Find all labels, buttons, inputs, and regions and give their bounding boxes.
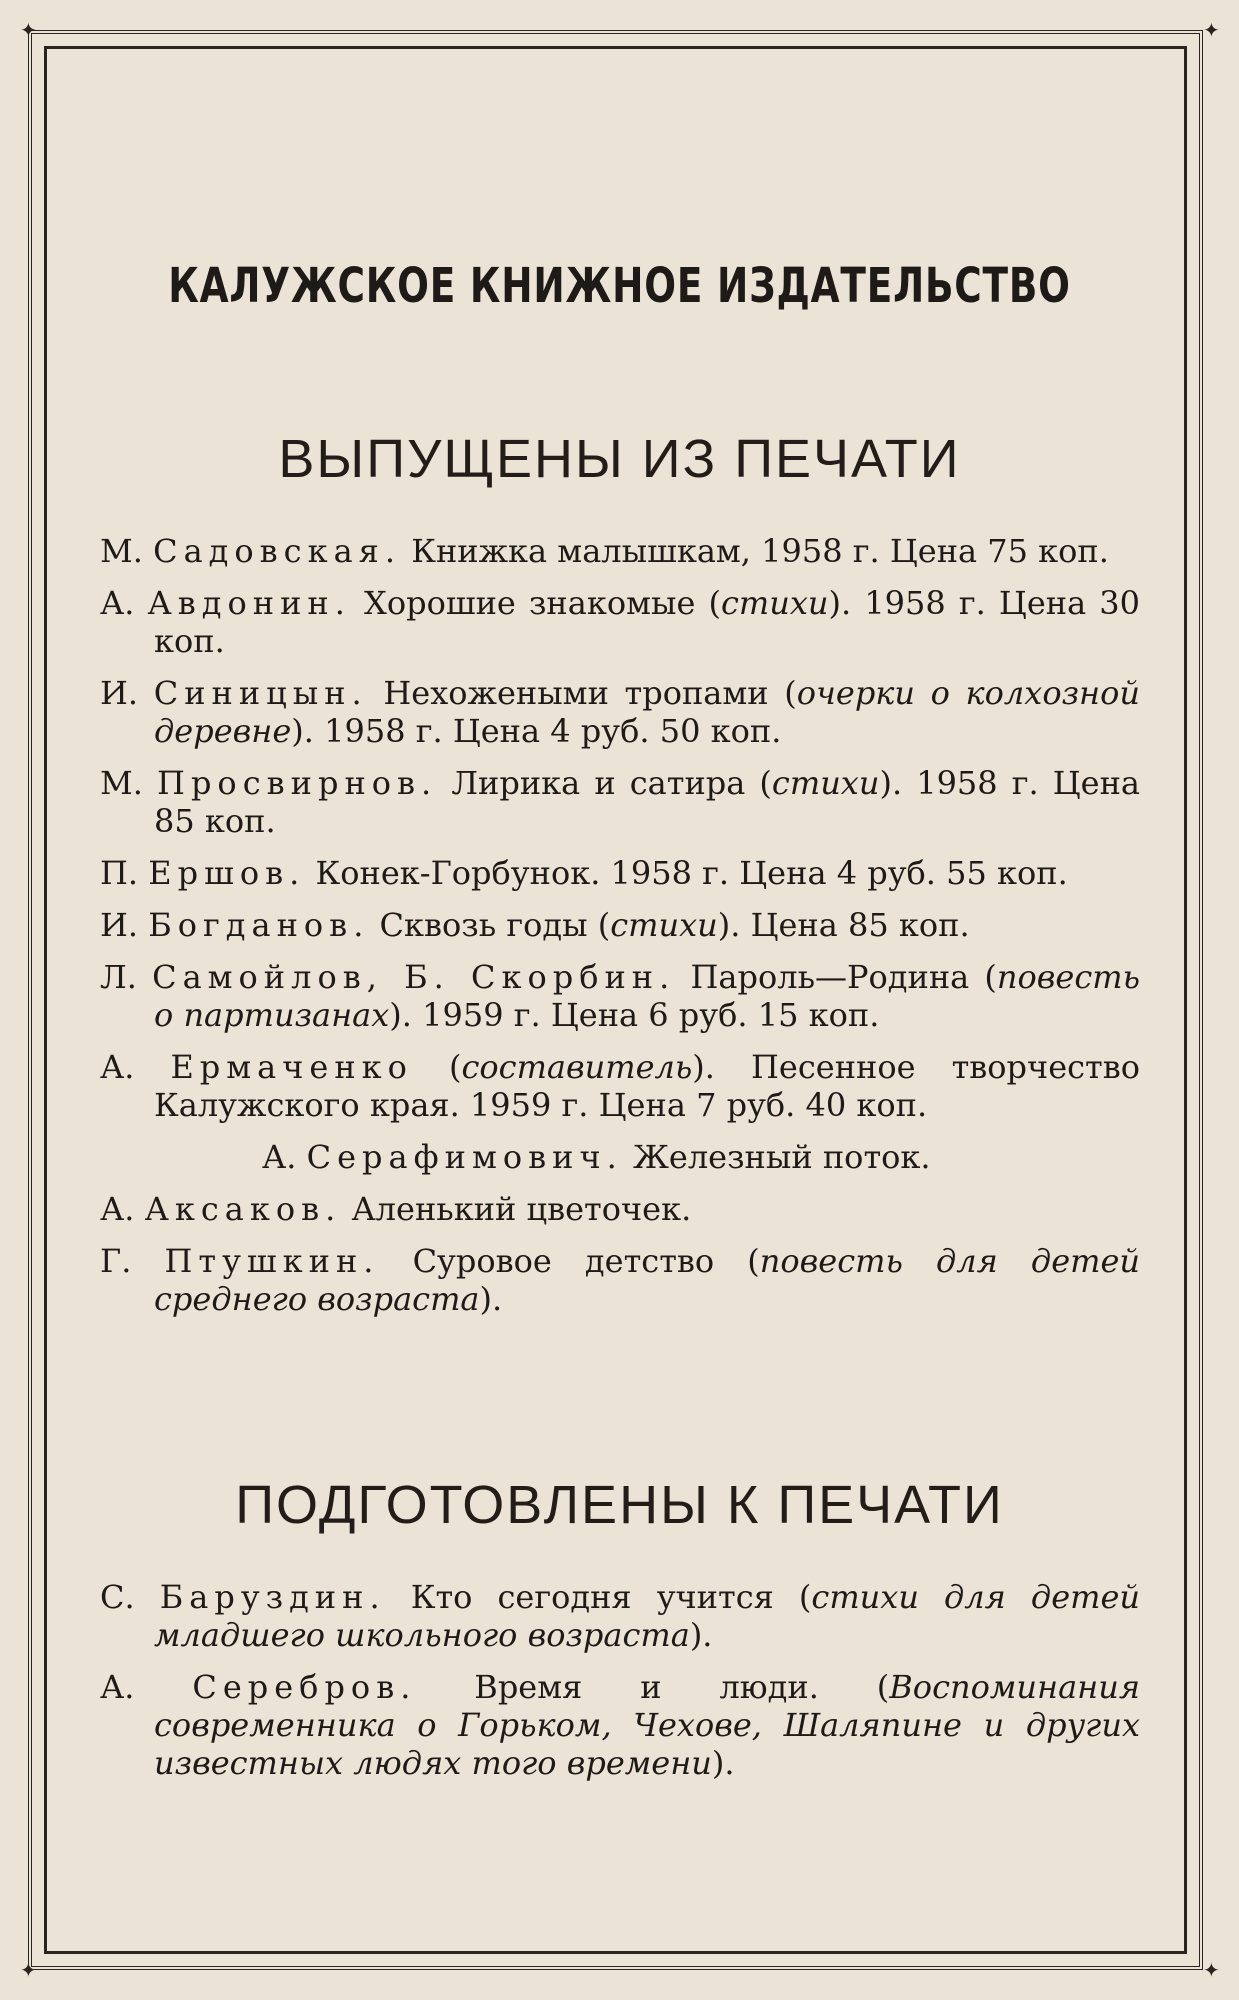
author-name: Серафимович. [306,1138,623,1176]
book-details: Цена 85 коп. [750,906,970,944]
corner-ornament-icon: ✦ [20,18,37,42]
book-entry: И. Богданов. Сквозь годы (стихи). Цена 85 коп. [100,906,970,944]
section-heading-prepared: ПОДГОТОВЛЕНЫ К ПЕЧАТИ [235,1475,1004,1535]
book-title: Конек-Горбунок. [315,854,601,892]
author-initial: Г. [100,1242,132,1280]
author-name: Ершов. [148,854,306,892]
author-name: Авдонин. [147,584,351,622]
book-title: Сквозь годы [379,906,588,944]
author-name: Аксаков. [144,1190,342,1228]
author-initial: Л. [100,958,137,996]
author-initial: И. [100,674,139,712]
book-details: 1959 г. Цена 7 руб. 40 коп. [469,1086,928,1124]
book-entry [100,1138,1140,1176]
book-title: Книжка малышкам, [411,532,751,570]
book-entry [100,532,1140,570]
book-note: стихи [610,906,718,944]
book-title: Песенное творчество Калужского края. [154,1048,1141,1124]
author-initial: И. [100,906,139,944]
corner-ornament-icon: ✦ [20,1958,37,1982]
author-initial: А. [100,1190,135,1228]
author-initial: М. [100,764,143,802]
author-name: Самойлов, Б. Скорбин. [152,958,676,996]
author-initial: А. [262,1138,297,1176]
book-entry: С. Баруздин. Кто сегодня учится (стихи для детей младшего школьного возраста). [100,1578,1141,1654]
book-details: 1958 г. Цена 85 коп. [154,764,1141,840]
author-name: Баруздин. [159,1578,386,1616]
book-details: 1959 г. Цена 6 руб. 15 коп. [422,996,880,1034]
book-entry [100,854,1140,892]
section-heading-released: ВЫПУЩЕНЫ ИЗ ПЕЧАТИ [278,429,961,489]
book-entry: Г. Птушкин. Суровое детство (повесть для детей среднего возраста). [100,1242,1141,1318]
prepared-books-list [100,1578,1140,1796]
book-note: Воспоминания современника о Горьком, Чехове, Шаляпине и других известных людях того времени [154,1668,1141,1782]
publisher-title: КАЛУЖСКОЕ КНИЖНОЕ ИЗДАТЕЛЬСТВО [168,258,1071,314]
book-entry [100,1190,1140,1228]
book-title: Железный поток. [632,1138,931,1176]
author-initial: П. [100,854,139,892]
book-title: Нехожеными тропами [383,674,769,712]
book-title: Аленький цветочек. [351,1190,692,1228]
book-entry: А. Авдонин. Хорошие знакомые (стихи). 1958 г. Цена 30 коп. [100,584,1141,660]
author-name: Синицын. [153,674,368,712]
book-title: Лирика и сатира [451,764,746,802]
book-note: очерки о колхозной деревне [154,674,1140,750]
book-note: стихи [721,584,829,622]
book-details: 1958 г. Цена 75 коп. [761,532,1109,570]
book-note: стихи [771,764,880,802]
book-title: Пароль—Родина [690,958,970,996]
book-details: 1958 г. Цена 30 коп. [154,584,1141,660]
author-initial: А. [100,1048,135,1086]
author-name: Серебров. [192,1668,417,1706]
book-entry: И. Синицын. Нехожеными тропами (очерки о колхозной деревне). 1958 г. Цена 4 руб. 50 коп. [100,674,1140,750]
book-note: составитель [461,1048,693,1086]
book-entry: М. Просвирнов. Лирика и сатира (стихи). 1958 г. Цена 85 коп. [100,764,1141,840]
book-note: стихи для детей младшего школьного возраста [154,1578,1141,1654]
author-name: Ермаченко [170,1048,413,1086]
book-entry: Л. Самойлов, Б. Скорбин. Пароль—Родина (повесть о партизанах). 1959 г. Цена 6 руб. 15 коп. [100,958,1141,1034]
book-title: Хорошие знакомые [364,584,696,622]
author-initial: А. [100,1668,135,1706]
book-note: повесть о партизанах [154,958,1141,1034]
author-initial: А. [100,584,135,622]
author-name: Птушкин. [164,1242,380,1280]
book-entry: А. Серебров. Время и люди. (Воспоминания современника о Горьком, Чехове, Шаляпине и других известных людях того времени). [100,1668,1141,1782]
author-name: Просвирнов. [157,764,438,802]
author-initial: С. [100,1578,135,1616]
book-title: Кто сегодня учится [410,1578,774,1616]
corner-ornament-icon: ✦ [1203,1958,1220,1982]
released-books-list [100,532,1140,1332]
author-name: Богданов. [148,906,370,944]
book-title: Время и люди. [474,1668,819,1706]
author-name: Садовская. [153,532,402,570]
book-title: Суровое детство [412,1242,715,1280]
book-entry: А. Ермаченко (составитель). Песенное творчество Калужского края. 1959 г. Цена 7 руб. 40 коп. [100,1048,1141,1124]
author-initial: М. [100,532,143,570]
book-note: повесть для детей среднего возраста [154,1242,1141,1318]
book-details: 1958 г. Цена 4 руб. 55 коп. [610,854,1068,892]
book-details: 1958 г. Цена 4 руб. 50 коп. [324,712,782,750]
corner-ornament-icon: ✦ [1203,18,1220,42]
